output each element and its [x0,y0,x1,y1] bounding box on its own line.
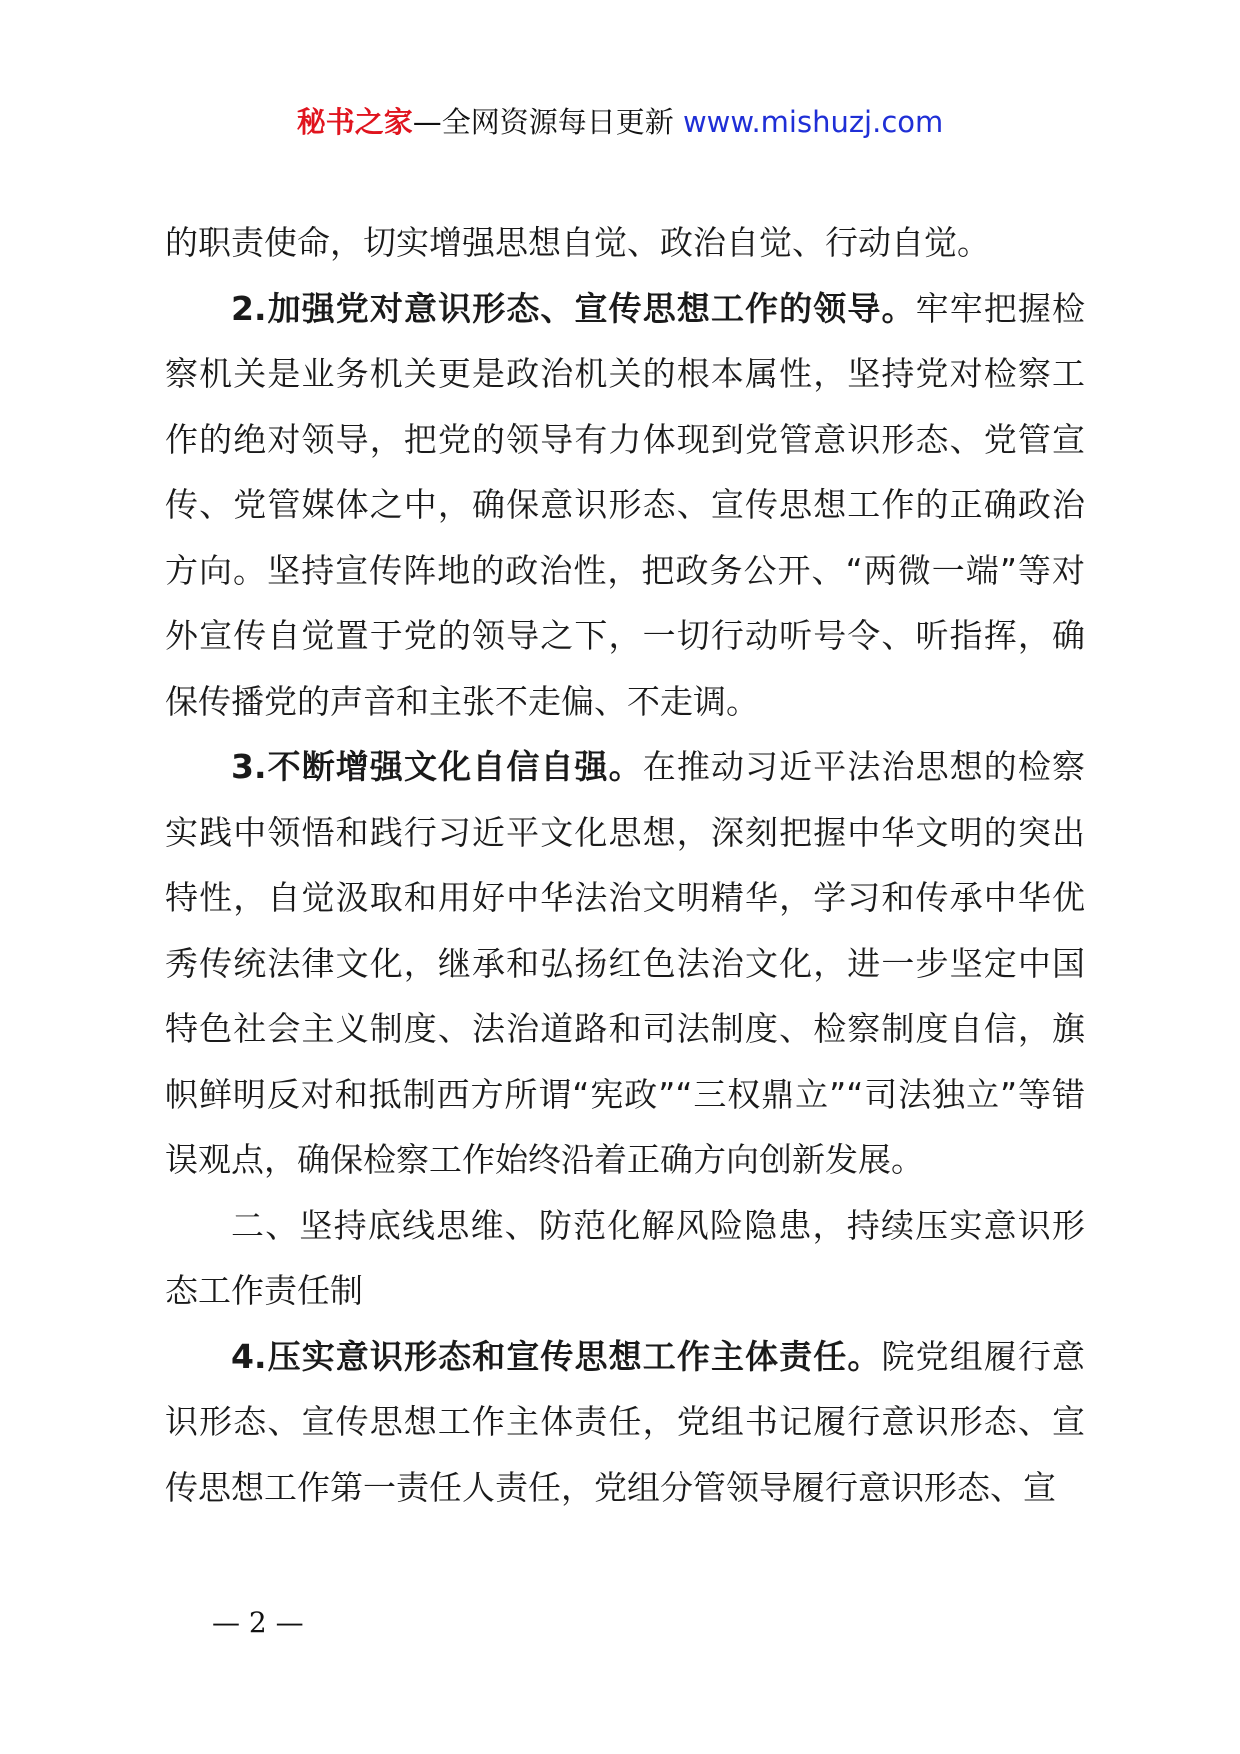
paragraph-item-3 [165,734,1085,1193]
paragraph-text: 在推动习近平法治思想的检察实践中领悟和践行习近平文化思想，深刻把握中华文明的突出特性，自觉汲取和用好中华法治文明精华，学习和传承中华优秀传统法律文化，继承和弘扬红色法治文化，进一步坚定中国特色社会主义制度、法治道路和司法制度、检察制度自信，旗帜鲜明反对和抵制西方所谓“宪政”“三权鼎立”“司法独立”等错误观点，确保检察工作始终沿着正确方向创新发展。 [165,747,1086,1179]
banner-tagline: —全网资源每日更新 [412,105,674,139]
document-body [165,210,1085,1520]
paragraph-heading: 2.加强党对意识形态、宣传思想工作的领导。 [231,288,916,328]
site-banner [0,102,1240,142]
page-number: — 2 — [212,1606,304,1639]
section-heading [165,1193,1085,1324]
site-url-link[interactable]: www.mishuzj.com [682,105,944,139]
paragraph-text: 院党组履行意识形态、宣传思想工作主体责任，党组书记履行意识形态、宣传思想工作第一责任人责任，党组分管领导履行意识形态、宣 [165,1336,1086,1507]
paragraph-heading: 4.压实意识形态和宣传思想工作主体责任。 [231,1336,882,1376]
paragraph-text: 的职责使命，切实增强思想自觉、政治自觉、行动自觉。 [165,223,990,262]
paragraph-text: 牢牢把握检察机关是业务机关更是政治机关的根本属性，坚持党对检察工作的绝对领导，把党的领导有力体现到党管意识形态、党管宣传、党管媒体之中，确保意识形态、宣传思想工作的正确政治方向。坚持宣传阵地的政治性，把政务公开、“两微一端”等对外宣传自觉置于党的领导之下，一切行动听号令、听指挥，确保传播党的声音和主张不走偏、不走调。 [165,288,1086,721]
paragraph-item-4 [165,1324,1085,1521]
paragraph-continuation [165,210,1085,276]
paragraph-heading: 3.不断增强文化自信自强。 [231,747,643,786]
section-heading-text: 二、坚持底线思维、防范化解风险隐患，持续压实意识形态工作责任制 [165,1205,1085,1310]
paragraph-item-2 [165,276,1085,735]
brand-name: 秘书之家 [296,105,413,139]
